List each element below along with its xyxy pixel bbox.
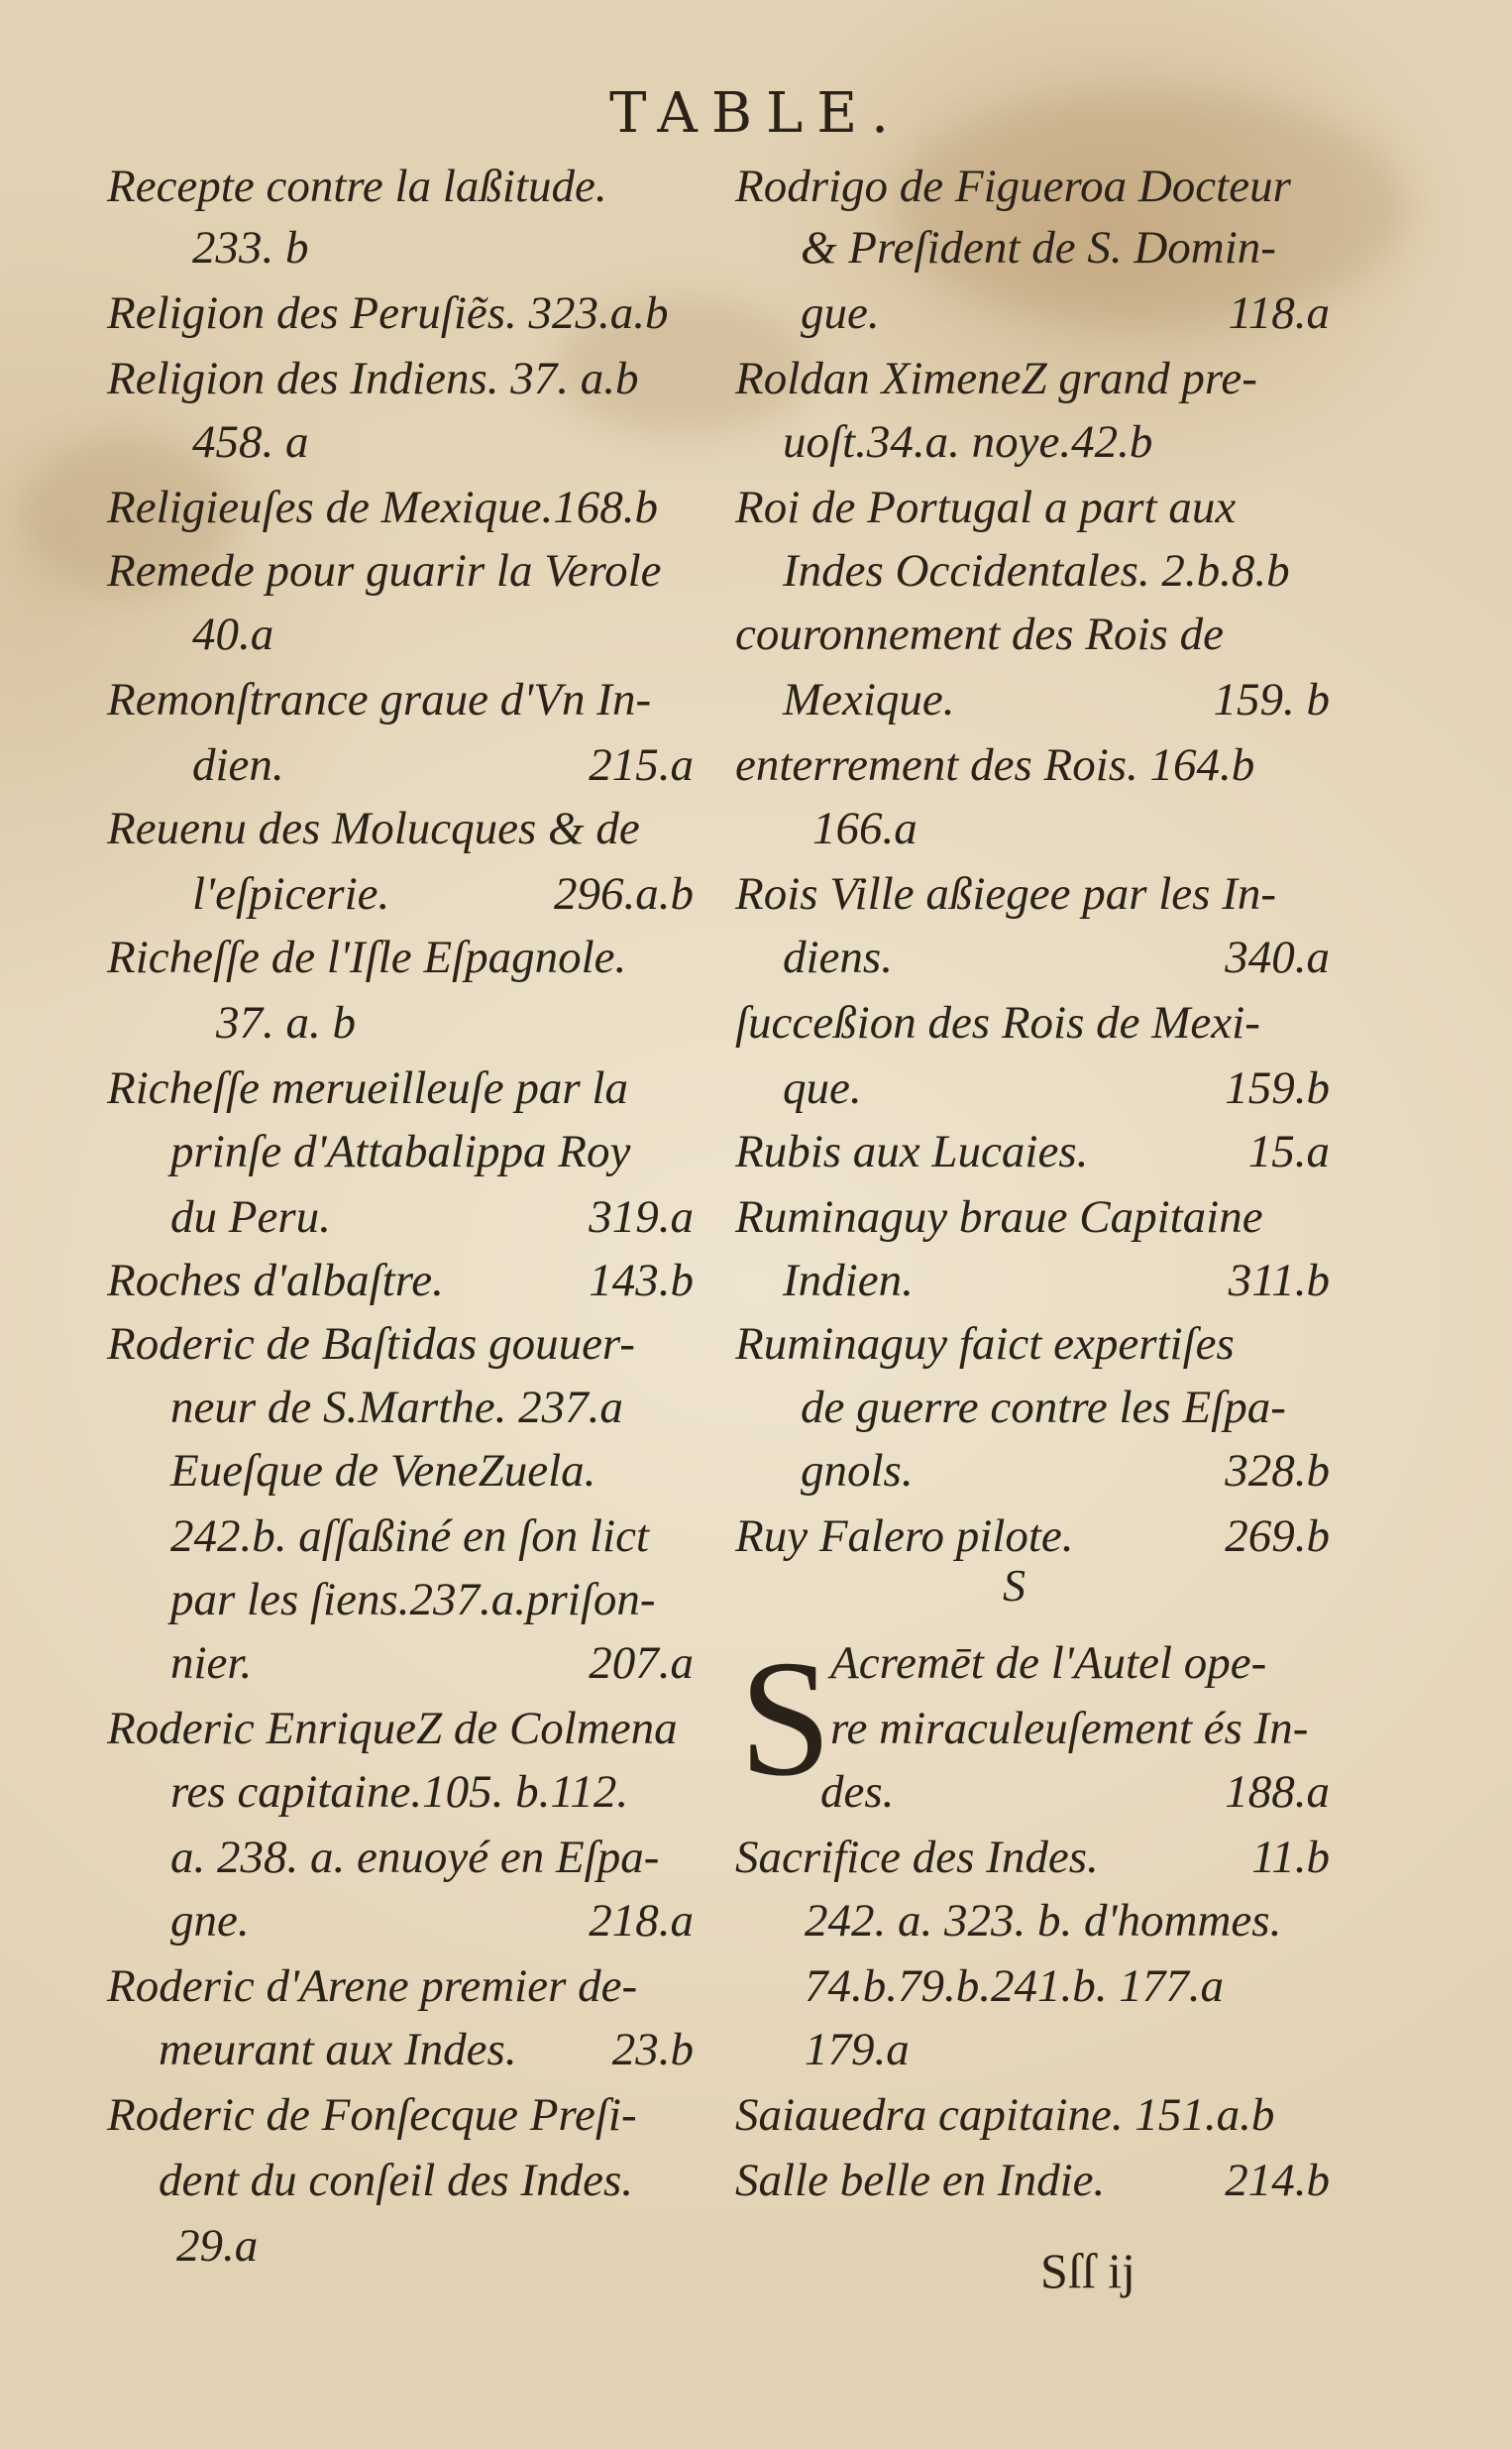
index-entry-line xyxy=(107,285,694,341)
index-entry-line xyxy=(192,220,694,276)
entry-text: Roderic de Baſtidas gouuer- xyxy=(107,1318,635,1370)
signature-mark: Sſſ ij xyxy=(1040,2243,1135,2298)
entry-page-ref: 296.a.b xyxy=(554,868,694,920)
entry-text: Roderic de Fonſecque Preſi- xyxy=(107,2089,637,2141)
entry-text: Roches d'albaſtre. xyxy=(107,1255,444,1306)
entry-text: enterrement des Rois. 164.b xyxy=(735,739,1255,791)
entry-page-ref: 23.b xyxy=(611,2024,694,2075)
index-entry-line xyxy=(170,1764,694,1820)
index-entry-line xyxy=(107,480,694,535)
index-entry-line xyxy=(107,1316,694,1372)
entry-text: couronnement des Rois de xyxy=(735,609,1224,660)
index-entry-line xyxy=(170,1830,694,1885)
entry-text: Religieuſes de Mexique.168.b xyxy=(107,482,658,533)
index-entry-line xyxy=(801,1443,1330,1499)
index-entry-line xyxy=(735,1124,1330,1179)
index-entry-line xyxy=(192,414,694,470)
entry-text: nier. xyxy=(170,1637,253,1689)
index-entry-line xyxy=(170,1380,694,1435)
entry-text: res capitaine.105. b.112. xyxy=(170,1766,629,1818)
index-entry-line xyxy=(107,1958,694,2014)
entry-text: 37. a. b xyxy=(216,997,356,1049)
entry-text: Remonſtrance graue d'Vn In- xyxy=(107,674,652,725)
entry-text: Roderic d'Arene premier de- xyxy=(107,1960,638,2012)
entry-text: 74.b.79.b.241.b. 177.a xyxy=(805,1960,1224,2012)
entry-text: Ruminaguy faict expertiſes xyxy=(735,1318,1235,1370)
index-entry-line xyxy=(830,1701,1330,1756)
page-title: TABLE. xyxy=(609,81,903,146)
entry-text: gue. xyxy=(801,287,880,339)
entry-text: meurant aux Indes. xyxy=(159,2024,517,2075)
index-entry-line xyxy=(805,1893,1330,1948)
entry-text: prinſe d'Attabalippa Roy xyxy=(170,1126,631,1177)
entry-text: que. xyxy=(783,1062,862,1114)
entry-page-ref: 215.a xyxy=(589,739,694,791)
index-entry-line xyxy=(735,1316,1330,1372)
index-entry-line xyxy=(735,607,1330,662)
entry-text: Roderic EnriqueZ de Colmena xyxy=(107,1703,678,1754)
entry-page-ref: 218.a xyxy=(589,1895,694,1947)
entry-text: Rois Ville aßiegee par les In- xyxy=(735,868,1277,920)
entry-text: Reuenu des Molucques & de xyxy=(107,803,640,854)
index-entry-line xyxy=(735,159,1330,214)
entry-text: Mexique. xyxy=(783,674,955,725)
entry-text: 179.a xyxy=(805,2024,910,2075)
index-entry-line xyxy=(170,1893,694,1948)
index-entry-line xyxy=(735,1189,1330,1245)
index-entry-line xyxy=(735,2153,1330,2208)
entry-text: Recepte contre la laßitude. xyxy=(107,161,607,212)
index-entry-line xyxy=(735,1508,1330,1564)
entry-text: Acremēt de l'Autel ope- xyxy=(830,1637,1267,1689)
index-entry-line xyxy=(107,801,694,856)
entry-page-ref: 143.b xyxy=(589,1255,694,1306)
entry-text: Roldan XimeneZ grand pre- xyxy=(735,353,1257,404)
entry-text: Roi de Portugal a part aux xyxy=(735,482,1237,533)
entry-text: 40.a xyxy=(192,609,274,660)
index-entry-line xyxy=(170,1508,694,1564)
index-entry-line xyxy=(735,866,1330,922)
entry-text: de guerre contre les Eſpa- xyxy=(801,1382,1286,1433)
index-entry-line xyxy=(812,801,1330,856)
entry-page-ref: 118.a xyxy=(1228,287,1330,339)
entry-page-ref: 328.b xyxy=(1225,1445,1330,1497)
index-entry-line xyxy=(107,1253,694,1308)
index-entry-line xyxy=(801,285,1330,341)
entry-text: gnols. xyxy=(801,1445,914,1497)
entry-text: Indien. xyxy=(783,1255,914,1306)
entry-text: 458. a xyxy=(192,416,309,468)
index-entry-line xyxy=(783,1060,1330,1116)
entry-text: dien. xyxy=(192,739,284,791)
entry-text: gne. xyxy=(170,1895,250,1947)
index-entry-line xyxy=(801,1380,1330,1435)
entry-page-ref: 159. b xyxy=(1213,674,1330,725)
entry-text: Sacrifice des Indes. xyxy=(735,1832,1099,1883)
entry-page-ref: 159.b xyxy=(1225,1062,1330,1114)
index-entry-line xyxy=(170,1443,694,1499)
index-entry-line xyxy=(107,351,694,406)
index-entry-line xyxy=(783,414,1330,470)
index-entry-line xyxy=(830,1635,1330,1691)
drop-cap: S xyxy=(739,1626,832,1811)
entry-text: Religion des Peruſiẽs. 323.a.b xyxy=(107,287,669,339)
entry-page-ref: 340.a xyxy=(1225,932,1330,983)
entry-text: re miraculeuſement és In- xyxy=(830,1703,1309,1754)
index-entry-line xyxy=(805,1958,1330,2014)
entry-text: Religion des Indiens. 37. a.b xyxy=(107,353,639,404)
entry-text: Ruminaguy braue Capitaine xyxy=(735,1191,1263,1243)
index-entry-line xyxy=(783,1253,1330,1308)
entry-text: Indes Occidentales. 2.b.8.b xyxy=(783,545,1290,597)
index-entry-line xyxy=(107,159,694,214)
entry-text: Eueſque de VeneZuela. xyxy=(170,1445,596,1497)
entry-text: par les ſiens.237.a.priſon- xyxy=(170,1574,656,1625)
index-entry-line xyxy=(735,737,1330,793)
entry-text: diens. xyxy=(783,932,893,983)
entry-text: du Peru. xyxy=(170,1191,331,1243)
index-entry-line xyxy=(735,1830,1330,1885)
entry-text: Ruy Falero pilote. xyxy=(735,1510,1074,1562)
entry-page-ref: 214.b xyxy=(1225,2155,1330,2206)
index-entry-line xyxy=(107,1060,694,1116)
index-entry-line xyxy=(170,1635,694,1691)
entry-page-ref: 319.a xyxy=(589,1191,694,1243)
entry-text: & Preſident de S. Domin- xyxy=(801,222,1276,274)
index-entry-line xyxy=(107,2087,694,2143)
index-entry-line xyxy=(783,672,1330,727)
index-entry-line xyxy=(735,2087,1330,2143)
index-entry-line xyxy=(107,672,694,727)
entry-page-ref: 269.b xyxy=(1225,1510,1330,1562)
entry-page-ref: 15.a xyxy=(1247,1126,1330,1177)
index-entry-line xyxy=(783,543,1330,599)
entry-text: 29.a xyxy=(176,2220,259,2272)
index-entry-line xyxy=(735,995,1330,1051)
entry-text: Salle belle en Indie. xyxy=(735,2155,1106,2206)
index-entry-line xyxy=(192,607,694,662)
index-entry-line xyxy=(735,480,1330,535)
entry-text: l'eſpicerie. xyxy=(192,868,390,920)
entry-page-ref: 207.a xyxy=(589,1637,694,1689)
entry-page-ref: 311.b xyxy=(1228,1255,1330,1306)
entry-text: des. xyxy=(820,1766,895,1818)
index-entry-line xyxy=(820,1764,1330,1820)
index-entry-line xyxy=(192,866,694,922)
entry-page-ref: 188.a xyxy=(1225,1766,1330,1818)
index-entry-line xyxy=(170,1572,694,1627)
index-entry-line xyxy=(805,2022,1330,2077)
index-entry-line xyxy=(192,737,694,793)
entry-text: 242.b. aſſaßiné en ſon lict xyxy=(170,1510,649,1562)
index-entry-line xyxy=(801,220,1330,276)
index-entry-line xyxy=(170,1124,694,1179)
index-entry-line xyxy=(107,543,694,599)
entry-text: Rodrigo de Figueroa Docteur xyxy=(735,161,1291,212)
index-entry-line xyxy=(735,351,1330,406)
entry-text: Remede pour guarir la Verole xyxy=(107,545,662,597)
index-entry-line xyxy=(783,930,1330,985)
entry-text: 242. a. 323. b. d'hommes. xyxy=(805,1895,1282,1947)
entry-text: Richeſſe merueilleuſe par la xyxy=(107,1062,628,1114)
entry-text: ſucceßion des Rois de Mexi- xyxy=(735,997,1260,1049)
entry-text: neur de S.Marthe. 237.a xyxy=(170,1382,623,1433)
index-entry-line xyxy=(159,2153,694,2208)
index-entry-line xyxy=(170,1189,694,1245)
section-letter: S xyxy=(1003,1560,1026,1611)
entry-page-ref: 11.b xyxy=(1251,1832,1330,1883)
index-entry-line xyxy=(107,930,694,985)
index-entry-line xyxy=(159,2022,694,2077)
entry-text: Richeſſe de l'Iſle Eſpagnole. xyxy=(107,932,627,983)
entry-text: uoſt.34.a. noye.42.b xyxy=(783,416,1153,468)
index-entry-line xyxy=(176,2218,694,2274)
entry-text: Saiauedra capitaine. 151.a.b xyxy=(735,2089,1275,2141)
entry-text: 166.a xyxy=(812,803,918,854)
index-entry-line xyxy=(107,1701,694,1756)
entry-text: 233. b xyxy=(192,222,309,274)
entry-text: a. 238. a. enuoyé en Eſpa- xyxy=(170,1832,660,1883)
index-entry-line xyxy=(216,995,694,1051)
entry-text: dent du conſeil des Indes. xyxy=(159,2155,634,2206)
entry-text: Rubis aux Lucaies. xyxy=(735,1126,1089,1177)
